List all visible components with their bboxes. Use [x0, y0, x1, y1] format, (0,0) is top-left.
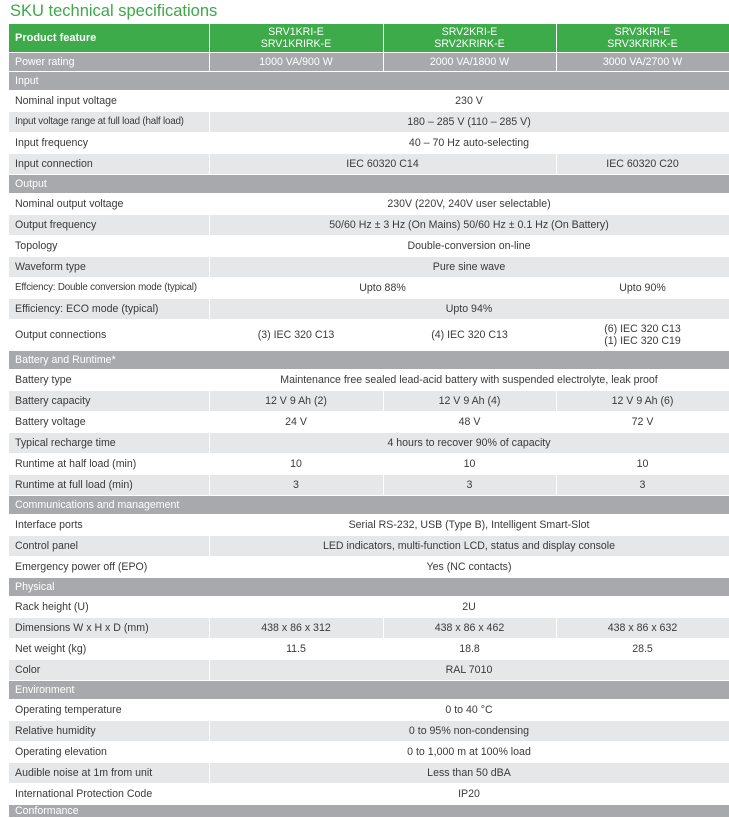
spec-value: Less than 50 dBA: [209, 763, 729, 784]
spec-value: 438 x 86 x 632: [556, 618, 729, 639]
spec-label: International Protection Code: [9, 784, 209, 805]
model-name: SRV3KRI-E: [614, 26, 671, 38]
spec-value: 4 hours to recover 90% of capacity: [209, 433, 729, 454]
spec-row: [9, 391, 729, 412]
spec-label: Interface ports: [9, 515, 209, 536]
spec-value: 12 V 9 Ah (4): [383, 391, 556, 412]
spec-value: Upto 94%: [209, 299, 729, 320]
spec-row: [9, 597, 729, 618]
spec-value: 438 x 86 x 462: [383, 618, 556, 639]
spec-value: 72 V: [556, 412, 729, 433]
spec-row: [9, 557, 729, 578]
section-header-row: [9, 175, 729, 194]
spec-label: Typical recharge time: [9, 433, 209, 454]
power-rating-value: 1000 VA/900 W: [209, 53, 383, 72]
spec-value: 24 V: [209, 412, 383, 433]
spec-label: Input frequency: [9, 133, 209, 154]
spec-label: Nominal input voltage: [9, 91, 209, 112]
spec-row: [9, 475, 729, 496]
spec-value: IEC 60320 C14: [209, 154, 556, 175]
spec-value: 11.5: [209, 639, 383, 660]
spec-row: [9, 763, 729, 784]
spec-row: [9, 536, 729, 557]
spec-row: [9, 742, 729, 763]
spec-row: [9, 215, 729, 236]
power-rating-label: Power rating: [9, 53, 209, 72]
power-rating-value: 3000 VA/2700 W: [556, 53, 729, 72]
spec-label: Output connections: [9, 320, 209, 351]
spec-value: 48 V: [383, 412, 556, 433]
spec-label: Control panel: [9, 536, 209, 557]
spec-label: Operating temperature: [9, 700, 209, 721]
spec-value: 3: [383, 475, 556, 496]
spec-label: Runtime at full load (min): [9, 475, 209, 496]
spec-value: 0 to 1,000 m at 100% load: [209, 742, 729, 763]
spec-value: 50/60 Hz ± 3 Hz (On Mains) 50/60 Hz ± 0.1 Hz (On Battery): [209, 215, 729, 236]
spec-value: [556, 320, 729, 351]
spec-value: 3: [556, 475, 729, 496]
spec-value: 2U: [209, 597, 729, 618]
spec-row: [9, 784, 729, 805]
model-name: SRV2KRI-E: [441, 26, 498, 38]
spec-label: Color: [9, 660, 209, 681]
spec-value: 230 V: [209, 91, 729, 112]
spec-label: Battery capacity: [9, 391, 209, 412]
spec-row: [9, 515, 729, 536]
spec-value: 10: [383, 454, 556, 475]
spec-row: [9, 154, 729, 175]
section-header-row: [9, 351, 729, 370]
spec-row: [9, 660, 729, 681]
spec-value: 230V (220V, 240V user selectable): [209, 194, 729, 215]
section-title: Battery and Runtime*: [9, 351, 729, 370]
spec-value: IP20: [209, 784, 729, 805]
spec-value: LED indicators, multi-function LCD, status and display console: [209, 536, 729, 557]
spec-value: Yes (NC contacts): [209, 557, 729, 578]
spec-value: (4) IEC 320 C13: [383, 320, 556, 351]
section-title: Output: [9, 175, 729, 194]
header-feature-cell: Product feature: [9, 24, 209, 53]
header-row: [9, 24, 729, 53]
spec-table: [9, 24, 729, 818]
spec-label: Audible noise at 1m from unit: [9, 763, 209, 784]
model-name: SRV1KRI-E: [268, 26, 324, 38]
section-title: Input: [9, 72, 729, 91]
spec-value: 180 – 285 V (110 – 285 V): [209, 112, 729, 133]
spec-row: [9, 278, 729, 299]
spec-label: Battery type: [9, 370, 209, 391]
spec-label: Runtime at half load (min): [9, 454, 209, 475]
model-name: SRV3KRIRK-E: [607, 38, 678, 50]
spec-value: Upto 90%: [556, 278, 729, 299]
section-title: Physical: [9, 578, 729, 597]
spec-label: Effciency: Double conversion mode (typical): [9, 278, 209, 299]
section-header-row: [9, 72, 729, 91]
spec-label: Nominal output voltage: [9, 194, 209, 215]
spec-row: [9, 700, 729, 721]
spec-label: Rack height (U): [9, 597, 209, 618]
spec-value: Pure sine wave: [209, 257, 729, 278]
spec-row: [9, 618, 729, 639]
spec-label: Input connection: [9, 154, 209, 175]
spec-value: 40 – 70 Hz auto-selecting: [209, 133, 729, 154]
spec-label: Topology: [9, 236, 209, 257]
spec-row: [9, 721, 729, 742]
spec-label: Input voltage range at full load (half load): [9, 112, 209, 133]
spec-row: [9, 370, 729, 391]
spec-value: 10: [209, 454, 383, 475]
spec-row: [9, 194, 729, 215]
spec-row: [9, 320, 729, 351]
spec-value: Serial RS-232, USB (Type B), Intelligent Smart-Slot: [209, 515, 729, 536]
spec-value: 0 to 95% non-condensing: [209, 721, 729, 742]
spec-value: 438 x 86 x 312: [209, 618, 383, 639]
spec-value: IEC 60320 C20: [556, 154, 729, 175]
spec-label: Battery voltage: [9, 412, 209, 433]
spec-value: 3: [209, 475, 383, 496]
spec-value: 12 V 9 Ah (2): [209, 391, 383, 412]
spec-row: [9, 433, 729, 454]
spec-row: [9, 257, 729, 278]
section-title: Communications and management: [9, 496, 729, 515]
section-header-row: [9, 681, 729, 700]
section-title: Environment: [9, 681, 729, 700]
section-title: Conformance: [9, 805, 729, 818]
page-title: SKU technical specifications: [10, 2, 218, 20]
spec-label: Dimensions W x H x D (mm): [9, 618, 209, 639]
header-model-cell: [209, 24, 383, 53]
spec-row: [9, 236, 729, 257]
spec-value-line: (1) IEC 320 C19: [604, 335, 681, 347]
spec-value: 18.8: [383, 639, 556, 660]
spec-row: [9, 412, 729, 433]
spec-label: Relative humidity: [9, 721, 209, 742]
spec-value: RAL 7010: [209, 660, 729, 681]
spec-value: Double-conversion on-line: [209, 236, 729, 257]
header-model-cell: [383, 24, 556, 53]
spec-value: Upto 88%: [209, 278, 556, 299]
spec-value: 28.5: [556, 639, 729, 660]
power-rating-value: 2000 VA/1800 W: [383, 53, 556, 72]
model-name: SRV2KRIRK-E: [434, 38, 505, 50]
spec-row: [9, 639, 729, 660]
spec-row: [9, 91, 729, 112]
section-header-row: [9, 578, 729, 597]
spec-label: Waveform type: [9, 257, 209, 278]
section-header-row: [9, 805, 729, 818]
spec-value-line: (6) IEC 320 C13: [604, 323, 681, 335]
spec-row: [9, 299, 729, 320]
spec-row: [9, 133, 729, 154]
spec-label: Net weight (kg): [9, 639, 209, 660]
spec-value: 10: [556, 454, 729, 475]
spec-row: [9, 454, 729, 475]
header-model-cell: [556, 24, 729, 53]
spec-table-body: [9, 24, 729, 818]
spec-value: 12 V 9 Ah (6): [556, 391, 729, 412]
spec-value: Maintenance free sealed lead-acid battery with suspended electrolyte, leak proof: [209, 370, 729, 391]
section-header-row: [9, 496, 729, 515]
power-rating-row: [9, 53, 729, 72]
model-name: SRV1KRIRK-E: [260, 38, 332, 50]
spec-label: Emergency power off (EPO): [9, 557, 209, 578]
spec-value: (3) IEC 320 C13: [209, 320, 383, 351]
spec-value: 0 to 40 °C: [209, 700, 729, 721]
spec-label: Operating elevation: [9, 742, 209, 763]
spec-label: Output frequency: [9, 215, 209, 236]
spec-row: [9, 112, 729, 133]
spec-label: Efficiency: ECO mode (typical): [9, 299, 209, 320]
